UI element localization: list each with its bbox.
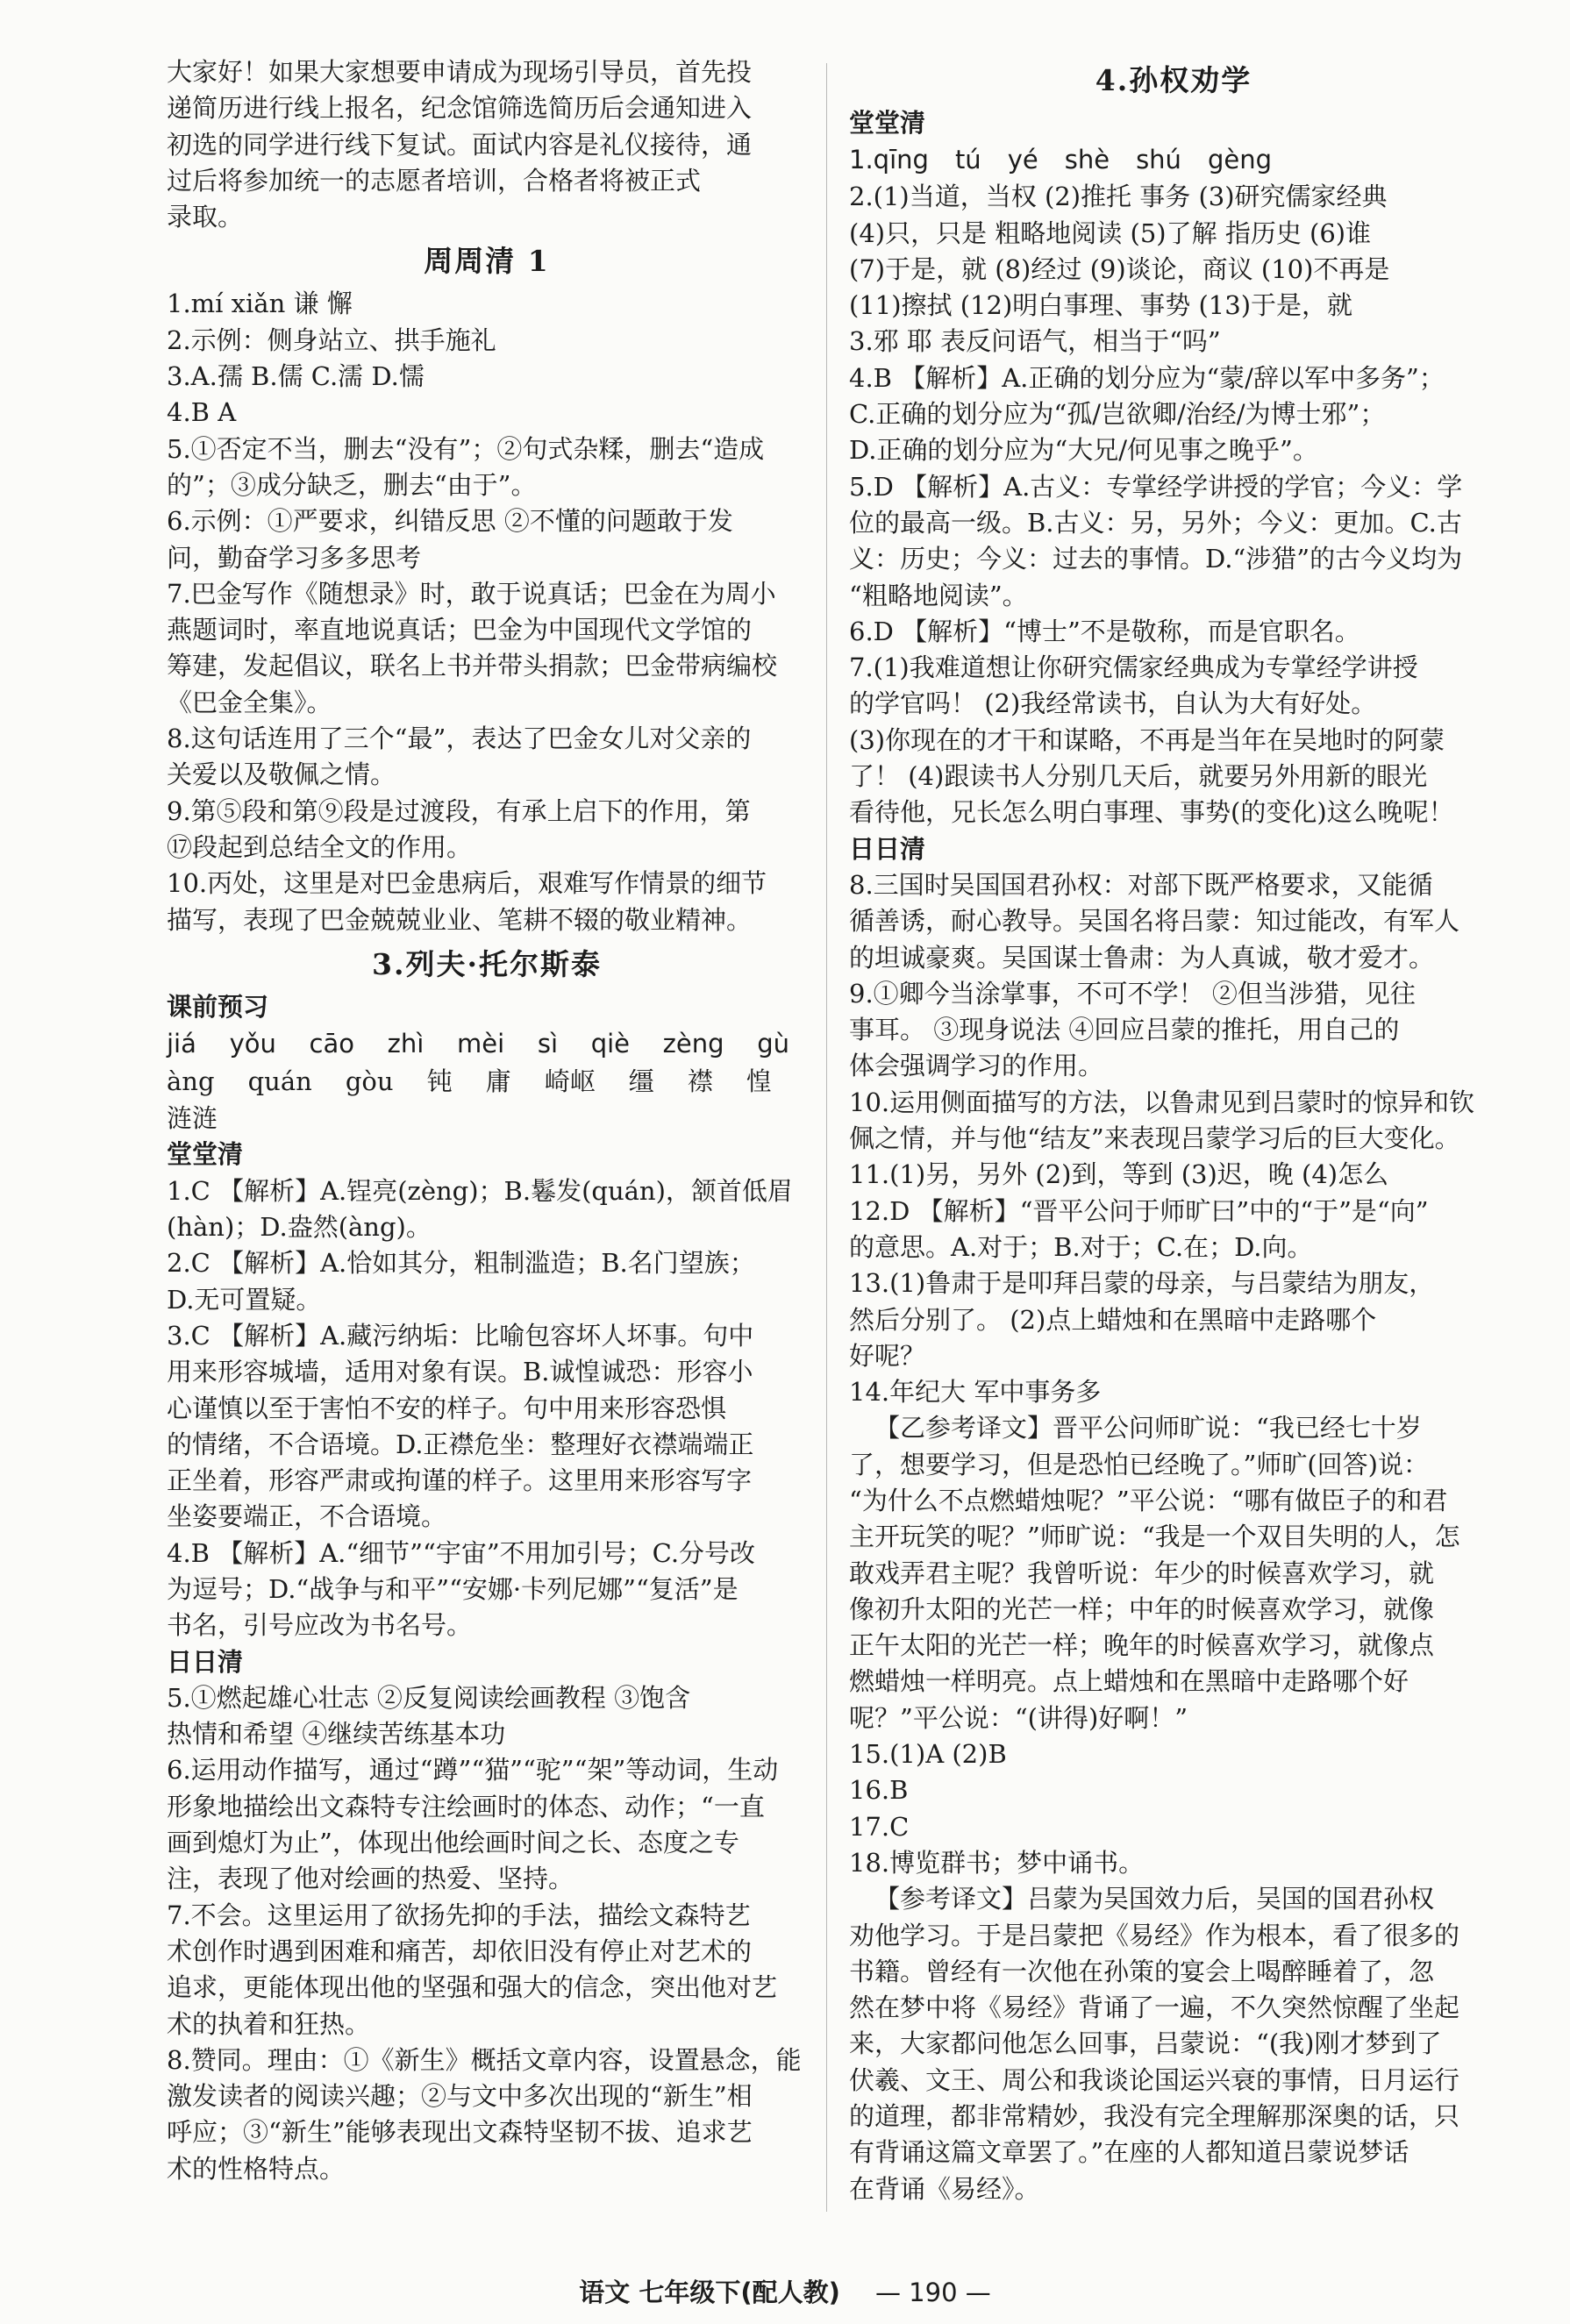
text-line: 的意思。A.对于；B.对于；C.在；D.向。 [849,1231,1313,1262]
left-column [167,54,807,2187]
text-line: 为逗号；D.“战争与和平”“安娜·卡列尼娜”“复活”是 [167,1573,739,1604]
pinyin-item: qiè [590,1029,630,1059]
text-line: 9.①卿今当涂掌事，不可不学！ ②但当涉猎，见往 [849,978,1416,1009]
text-line: 2.(1)当道，当权 (2)推托 事务 (3)研究儒家经典 [849,182,1388,212]
pinyin-row-2 [167,1063,807,1101]
text-line: 来，大家都问他怎么回事，吕蒙说：“(我)刚才梦到了 [849,2028,1442,2059]
text-line: C.正确的划分应为“孤/岂欲卿/治经/为博士邪”； [849,399,1386,430]
text-line: 坐姿要端正，不合语境。 [167,1501,447,1532]
text-line: 然后分别了。 (2)点上蜡烛和在黑暗中走路哪个 [849,1304,1377,1335]
text-line: 正午太阳的光芒一样；晚年的时候喜欢学习，就像点 [849,1630,1435,1661]
pinyin-item: jiá [167,1029,196,1059]
text-line: 初选的同学进行线下复试。面试内容是礼仪接待，通 [167,129,753,160]
pinyin-row-lesson4 [849,141,1498,179]
right-column [849,54,1498,2207]
text-line: 4.B 【解析】A.正确的划分应为“蒙/辞以军中多务”； [849,362,1445,393]
text-line: ⑰段起到总结全文的作用。 [167,831,473,862]
pinyin-item: tú [954,145,981,175]
text-line: 17.C [849,1811,910,1842]
text-line: 好呢？ [849,1340,926,1371]
text-line: 用来形容城墙，适用对象有误。B.诚惶诚恐：形容小 [167,1357,753,1387]
pinyin-row-3: 涟涟 [167,1103,218,1134]
text-line: 18.博览群书；梦中诵书。 [849,1847,1145,1878]
pinyin-item: sì [537,1029,559,1059]
pinyin-item: 襟 [687,1066,713,1097]
text-line: 书名，引号应改为书名号。 [167,1610,473,1641]
text-line: 10.丙处，这里是对巴金患病后，艰难写作情景的细节 [167,868,767,899]
text-line: 义：历史；今义：过去的事情。D.“涉猎”的古今义均为 [849,544,1463,574]
text-line: (11)擦拭 (12)明白事理、事势 (13)于是，就 [849,290,1353,321]
text-line: 看待他，兄长怎么明白事理、事势(的变化)这么晚呢！ [849,797,1454,828]
rrq-heading-right: 日日清 [849,833,926,864]
text-line: 像初升太阳的光芒一样；中年的时候喜欢学习，就像 [849,1593,1435,1624]
text-line: 在背诵《易经》。 [849,2173,1040,2204]
text-line: 心谨慎以至于害怕不安的样子。句中用来形容恐惧 [167,1393,727,1423]
text-line: 有背诵这篇文章罢了。”在座的人都知道吕蒙说梦话 [849,2137,1409,2168]
text-line: 7.(1)我难道想让你研究儒家经典成为专掌经学讲授 [849,652,1418,683]
text-line: 然在梦中将《易经》背诵了一遍，不久突然惊醒了坐起 [849,1993,1460,2023]
text-line: 画到熄灯为止”，体现出他绘画时间之长、态度之专 [167,1828,739,1858]
text-line: 8.这句话连用了三个“最”，表达了巴金女儿对父亲的 [167,724,752,754]
text-line: 追求，更能体现出他的坚强和强大的信念，突出他对艺 [167,1972,778,2003]
text-line: 6.示例：①严要求，纠错反思 ②不懂的问题敢于发 [167,506,733,537]
kqyx-heading: 课前预习 [167,991,269,1022]
text-line: 体会强调学习的作用。 [849,1051,1104,1081]
text-line: (7)于是，就 (8)经过 (9)谈论，商议 (10)不再是 [849,253,1390,284]
text-line: 5.①否定不当，删去“没有”；②句式杂糅，删去“造成 [167,433,765,464]
text-line: 6.运用动作描写，通过“蹲”“猫”“驼”“架”等动词，生动 [167,1755,779,1786]
text-line: 7.巴金写作《随想录》时，敢于说真话；巴金在为周小 [167,578,776,609]
pinyin-item: mèi [457,1029,505,1059]
text-line: “粗略地阅读”。 [849,580,1028,610]
text-line: 伏羲、文王、周公和我谈论国运兴衰的事情，日月运行 [849,2064,1460,2095]
text-line: 15.(1)A (2)B [849,1739,1007,1770]
text-line: 10.运用侧面描写的方法，以鲁肃见到吕蒙时的惊异和钦 [849,1087,1475,1117]
text-line: 事耳。 ③现身说法 ④回应吕蒙的推托，用自己的 [849,1015,1400,1045]
text-line: 【乙参考译文】晋平公问师旷说：“我已经七十岁 [874,1413,1422,1444]
pinyin-item: zèng [662,1029,724,1059]
text-line: 1.mí xiǎn 谦 懈 [167,289,353,319]
text-line: 2.示例：侧身站立、拱手施礼 [167,324,496,355]
footer-subject: 语文 七年级下(配人教) [579,2278,840,2307]
text-line: 12.D 【解析】“晋平公问于师旷曰”中的“于”是“向” [849,1195,1429,1226]
pinyin-item: cāo [309,1029,354,1059]
text-line: 16.B [849,1775,909,1806]
text-line: 的情绪，不合语境。D.正襟危坐：整理好衣襟端端正 [167,1429,754,1459]
lesson-3-title: 3.列夫·托尔斯泰 [372,946,602,981]
text-line: 术的执着和狂热。 [167,2008,371,2039]
column-divider [826,63,827,2212]
text-line: 4.B 【解析】A.“细节”“宇宙”不用加引号；C.分号改 [167,1537,756,1568]
text-line: 问，勤奋学习多多思考 [167,542,422,573]
text-line: 8.赞同。理由：①《新生》概括文章内容，设置悬念，能 [167,2044,802,2075]
text-line: 3.C 【解析】A.藏污纳垢：比喻包容坏人坏事。句中 [167,1320,754,1351]
text-line: 3.A.孺 B.儒 C.濡 D.懦 [167,361,425,392]
lesson4-more-answers [849,1736,1498,1881]
text-line: 【参考译文】吕蒙为吴国效力后，吴国的国君孙权 [874,1884,1435,1914]
text-line: (hàn)；D.盎然(àng)。 [167,1212,432,1243]
text-line: 佩之情，并与他“结友”来表现吕蒙学习后的巨大变化。 [849,1123,1460,1154]
text-line: 2.C 【解析】A.恰如其分，粗制滥造；B.名门望族； [167,1248,755,1279]
pinyin-item: shè [1064,145,1110,175]
text-line: 8.三国时吴国国君孙权：对部下既严格要求，又能循 [849,869,1433,900]
text-line: 4.B A [167,397,237,428]
pinyin-item: àng [167,1066,215,1097]
text-line: 5.D 【解析】A.古义：专掌经学讲授的学官；今义：学 [849,471,1463,502]
text-line: 的坦诚豪爽。吴国谋士鲁肃：为人真诚，敬才爱才。 [849,942,1435,973]
lesson3-tangtangqing-answers [167,1173,807,1644]
pinyin-item: 庸 [485,1066,511,1097]
rrq-heading-left: 日日清 [167,1646,244,1677]
pinyin-item: yé [1007,145,1038,175]
text-line: 13.(1)鲁肃于是叩拜吕蒙的母亲，与吕蒙结为朋友， [849,1268,1435,1299]
text-line: 14.年纪大 军中事务多 [849,1377,1102,1408]
text-line: 的”；③成分缺乏，删去“由于”。 [167,469,537,500]
text-line: 形象地描绘出文森特专注绘画时的体态、动作；“一直 [167,1791,765,1821]
text-line: 9.第⑤段和第⑨段是过渡段，有承上启下的作用，第 [167,795,751,826]
text-line: 的道理，都非常精妙，我没有完全理解那深奥的话，只 [849,2101,1460,2132]
text-line: 了！ (4)跟读书人分别几天后，就要另外用新的眼光 [849,761,1428,792]
pinyin-item: 崎岖 [544,1066,596,1097]
text-line: 燕题词时，率直地说真话；巴金为中国现代文学馆的 [167,615,753,645]
text-line: 的学官吗！ (2)我经常读书，自认为大有好处。 [849,688,1377,719]
text-line: 7.不会。这里运用了欲扬先抑的手法，描绘文森特艺 [167,1900,751,1930]
pinyin-item: 钝 [426,1066,453,1097]
text-line: (3)你现在的才干和谋略，不再是当年在吴地时的阿蒙 [849,724,1445,755]
text-line: 激发读者的阅读兴趣；②与文中多次出现的“新生”相 [167,2081,753,2112]
text-line: 《巴金全集》。 [167,687,332,717]
text-line: 术的性格特点。 [167,2153,346,2184]
pinyin-item: yǒu [229,1029,276,1059]
text-line: 3.邪 耶 表反问语气，相当于“吗” [849,326,1221,357]
page-number: — 190 — [874,2278,991,2307]
pinyin-row-1 [167,1025,807,1063]
translation-yi-paragraph [849,1410,1498,1736]
text-line: 书籍。曾经有一次他在孙策的宴会上喝醉睡着了，忽 [849,1956,1435,1986]
text-line: 敢戏弄君主呢？我曾听说：年少的时候喜欢学习，就 [849,1558,1435,1588]
pinyin-item: zhì [387,1029,425,1059]
text-line: “为什么不点燃蜡烛呢？”平公说：“哪有做臣子的和君 [849,1485,1448,1515]
text-line: 劝他学习。于是吕蒙把《易经》作为根本，看了很多的 [849,1920,1460,1950]
text-line: 大家好！如果大家想要申请成为现场引导员，首先投 [167,57,753,87]
text-line: 热情和希望 ④继续苦练基本功 [167,1719,506,1750]
text-line: 了，想要学习，但是恐怕已经晚了。”师旷(回答)说： [849,1449,1429,1479]
text-line: 呼应；③“新生”能够表现出文森特坚韧不拔、追求艺 [167,2117,753,2148]
page-footer [0,2273,1570,2309]
pinyin-item: 缰 [628,1066,654,1097]
text-line: 录取。 [167,202,244,232]
ttq-heading-left: 堂堂清 [167,1139,244,1170]
text-line: 11.(1)另，另外 (2)到，等到 (3)迟，晚 (4)怎么 [849,1159,1389,1190]
text-line: 6.D 【解析】“博士”不是敬称，而是官职名。 [849,616,1360,646]
text-line: D.正确的划分应为“大兄/何见事之晚乎”。 [849,435,1318,466]
text-line: 筹建，发起倡议，联名上书并带头捐款；巴金带病编校 [167,651,778,681]
lesson3-ririqing-answers [167,1680,807,2187]
text-line: 循善诱，耐心教导。吴国名将吕蒙：知过能改，有军人 [849,906,1460,937]
lesson-4-title: 4.孙权劝学 [1095,63,1252,97]
pinyin-item: shú [1136,145,1181,175]
section-title-zhouzhouqing: 周周清 1 [424,244,550,279]
pinyin-item: 1.qīng [849,145,929,175]
text-line: 1.C 【解析】A.锃亮(zèng)；B.鬈发(quán)，颔首低眉 [167,1175,793,1206]
lesson4-tangtangqing-answers [849,179,1498,831]
lesson4-ririqing-answers [849,867,1498,1410]
pinyin-item: 惶 [746,1066,772,1097]
pinyin-item: gòu [345,1066,394,1097]
text-line: 注，表现了他对绘画的热爱、坚持。 [167,1864,574,1894]
text-line: D.无可置疑。 [167,1284,322,1315]
text-line: 关爱以及敬佩之情。 [167,759,396,790]
intro-paragraph [167,54,807,235]
text-line: 5.①燃起雄心壮志 ②反复阅读绘画教程 ③饱含 [167,1682,691,1713]
text-line: 递简历进行线上报名，纪念馆筛选简历后会通知进入 [167,93,753,124]
text-line: 描写，表现了巴金兢兢业业、笔耕不辍的敬业精神。 [167,904,753,935]
text-line: 过后将参加统一的志愿者培训，合格者将被正式 [167,165,702,196]
zhouzhouqing-answers [167,286,807,937]
ttq-heading-right: 堂堂清 [849,108,926,138]
text-line: 主开玩笑的呢？”师旷说：“我是一个双目失明的人，怎 [849,1522,1460,1552]
pinyin-item: quán [247,1066,312,1097]
pinyin-item: gèng [1207,145,1272,175]
text-line: 呢？”平公说：“(讲得)好啊！” [849,1702,1188,1733]
text-line: 正坐着，形容严肃或拘谨的样子。这里用来形容写字 [167,1465,753,1496]
translation-reference-paragraph [849,1881,1498,2207]
pinyin-item: gù [757,1029,789,1059]
text-line: (4)只，只是 粗略地阅读 (5)了解 指历史 (6)谁 [849,217,1372,248]
text-line: 位的最高一级。B.古义：另，另外；今义：更加。C.古 [849,507,1462,538]
text-line: 术创作时遇到困难和痛苦，却依旧没有停止对艺术的 [167,1935,753,1966]
text-line: 燃蜡烛一样明亮。点上蜡烛和在黑暗中走路哪个好 [849,1666,1409,1697]
